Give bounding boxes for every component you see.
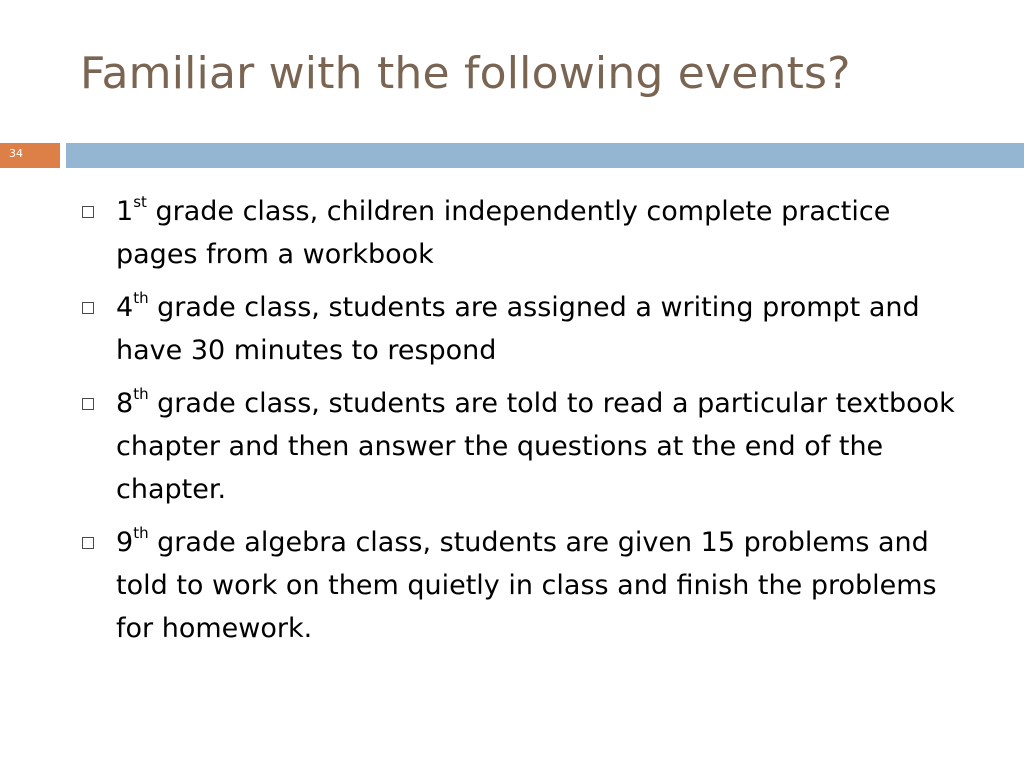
bullet-item xyxy=(82,521,962,650)
bullet-text xyxy=(116,524,937,644)
square-bullet-icon xyxy=(82,537,94,549)
slide-number: 34 xyxy=(9,147,23,160)
bullet-body: grade algebra class, students are given 15 problems and told to work on them quietly in class and finish the problems for homework. xyxy=(116,527,937,644)
bullet-body: grade class, children independently complete practice pages from a workbook xyxy=(116,196,891,270)
bullet-body: grade class, students are assigned a writing prompt and have 30 minutes to respond xyxy=(116,292,920,366)
square-bullet-icon xyxy=(82,398,94,410)
slide-title: Familiar with the following events? xyxy=(80,48,851,99)
bullet-item xyxy=(82,190,962,276)
slide-number-badge xyxy=(0,143,60,168)
bullet-item xyxy=(82,286,962,372)
ordinal-suffix: th xyxy=(133,524,149,542)
title-divider-bar xyxy=(66,143,1024,168)
bullet-body: grade class, students are told to read a particular textbook chapter and then answer the questions at the end of the chapter. xyxy=(116,388,955,505)
bullet-item xyxy=(82,382,962,511)
square-bullet-icon xyxy=(82,206,94,218)
ordinal-suffix: st xyxy=(133,193,147,211)
grade-number: 4 xyxy=(116,292,134,323)
grade-number: 8 xyxy=(116,388,134,419)
ordinal-suffix: th xyxy=(133,289,149,307)
bullet-text xyxy=(116,193,891,270)
square-bullet-icon xyxy=(82,302,94,314)
grade-number: 9 xyxy=(116,527,134,558)
grade-number: 1 xyxy=(116,196,134,227)
ordinal-suffix: th xyxy=(133,385,149,403)
bullet-text xyxy=(116,385,955,505)
bullet-text xyxy=(116,289,920,366)
bullet-list xyxy=(82,190,962,660)
